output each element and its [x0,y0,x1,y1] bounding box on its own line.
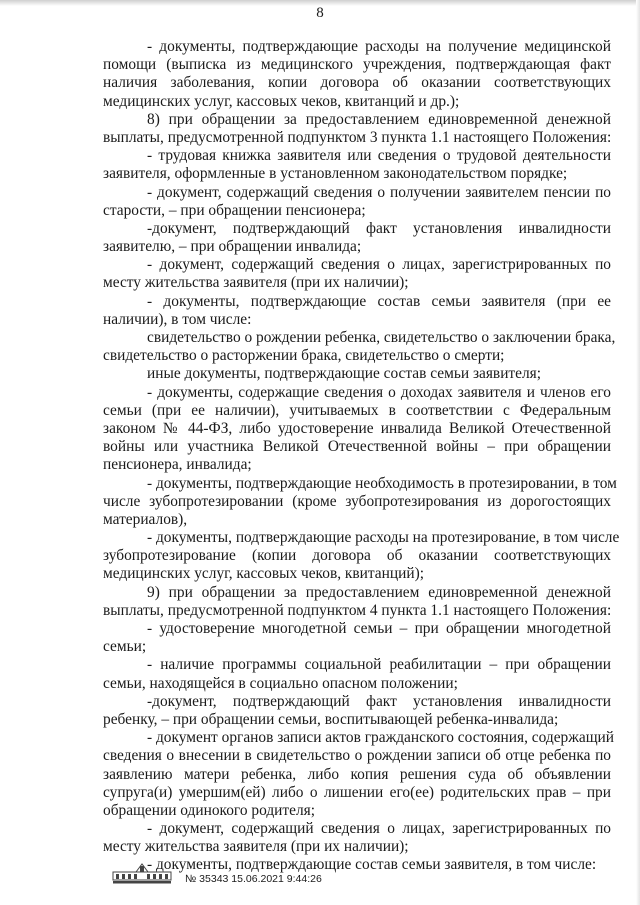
text-line: материалов), [103,510,188,528]
text-line: законом № 44-ФЗ, либо удостоверение инвалида Великой Отечественной [103,419,611,437]
text-line: числе зубопротезировании (кроме зубопротезирования из дорогостоящих [103,492,611,510]
text-line: сведения о внесении в свидетельство о рождении записи об отце ребенка по [103,747,611,765]
text-line: - документ, содержащий сведения о получении заявителем пенсии по [147,183,611,201]
text-line: наличии), в том числе: [103,310,252,328]
text-line: супруга(и) умершим(ей) либо о лишении его(ее) родительских прав – при [103,783,611,801]
text-line: старости, – при обращении пенсионера; [103,201,366,219]
text-line: обращении одинокого родителя; [103,801,316,819]
page-number: 8 [316,5,324,21]
text-line: семьи (при ее наличии), учитываемых в соответствии с Федеральным [103,401,611,419]
text-line: свидетельство о расторжении брака, свидетельство о смерти; [103,347,505,365]
text-line: ребенку, – при обращении семьи, воспитывающей ребенка-инвалида; [103,710,559,728]
text-line: медицинских услуг, кассовых чеков, квитанций); [103,565,424,583]
text-line: -документ, подтверждающий факт установления инвалидности [147,692,611,710]
text-line: иные документы, подтверждающие состав семьи заявителя; [147,365,542,383]
text-line: 9) при обращении за предоставлением единовременной денежной [147,583,611,601]
text-line: 8) при обращении за предоставлением единовременной денежной [147,110,611,128]
text-line: - документ органов записи актов гражданского состояния, содержащий [147,729,615,747]
text-line: - документы, подтверждающие состав семьи заявителя (при ее [147,292,611,310]
text-line: войны или участника Великой Отечественной войны – при обращении [103,438,611,456]
text-line: семьи, находящейся в социально опасном положении; [103,674,458,692]
text-line: - документы, содержащие сведения о доходах заявителя и членов его [147,383,611,401]
text-line: заявителю, – при обращении инвалида; [103,238,362,256]
text-line: - документ, содержащий сведения о лицах, зарегистрированных по [147,820,611,838]
text-line: - удостоверение многодетной семьи – при обращении многодетной [147,620,611,637]
text-line: заявлению матери ребенка, либо копия решения суда об объявлении [103,765,611,783]
text-line: семьи; [103,638,147,656]
text-line: - документы, подтверждающие расходы на протезирование, в том числе [147,529,620,547]
text-line: - наличие программы социальной реабилитации – при обращении [147,656,611,674]
text-line: медицинских услуг, кассовых чеков, квитанций и др.); [103,92,460,110]
text-line: наличия заболевания, копии договора об оказании соответствующих [103,74,611,92]
text-line: - документы, подтверждающие необходимость в протезировании, в том [147,474,617,492]
text-line: свидетельство о рождении ребенка, свидетельство о заключении брака, [147,329,616,346]
text-line: - трудовая книжка заявителя или сведения о трудовой деятельности [147,147,611,165]
text-line: пенсионера, инвалида; [103,456,252,474]
text-line: - документы, подтверждающие состав семьи заявителя, в том числе: [147,856,597,874]
scan-right-edge [636,0,640,905]
document-body [103,38,620,875]
text-line: зубопротезирование (копии договора об оказании соответствующих [103,547,611,565]
text-line: заявителя, оформленные в установленном законодательством порядке; [103,165,568,183]
text-line: месту жительства заявителя (при их наличии); [103,838,409,856]
text-line: - документ, содержащий сведения о лицах, зарегистрированных по [147,256,611,274]
registration-stamp: № 35343 15.06.2021 9:44:26 [185,873,322,885]
text-line: помощи (выписка из медицинского учреждения, подтверждающая факт [103,56,611,74]
text-line: выплаты, предусмотренной подпунктом 4 пункта 1.1 настоящего Положения: [103,601,612,619]
text-line: - документы, подтверждающие расходы на получение медицинской [147,38,611,55]
government-building-stamp-icon [112,862,172,884]
text-line: месту жительства заявителя (при их наличии); [103,274,409,292]
text-line: -документ, подтверждающий факт установления инвалидности [147,219,611,237]
text-line: выплаты, предусмотренной подпунктом 3 пункта 1.1 настоящего Положения: [103,128,612,146]
